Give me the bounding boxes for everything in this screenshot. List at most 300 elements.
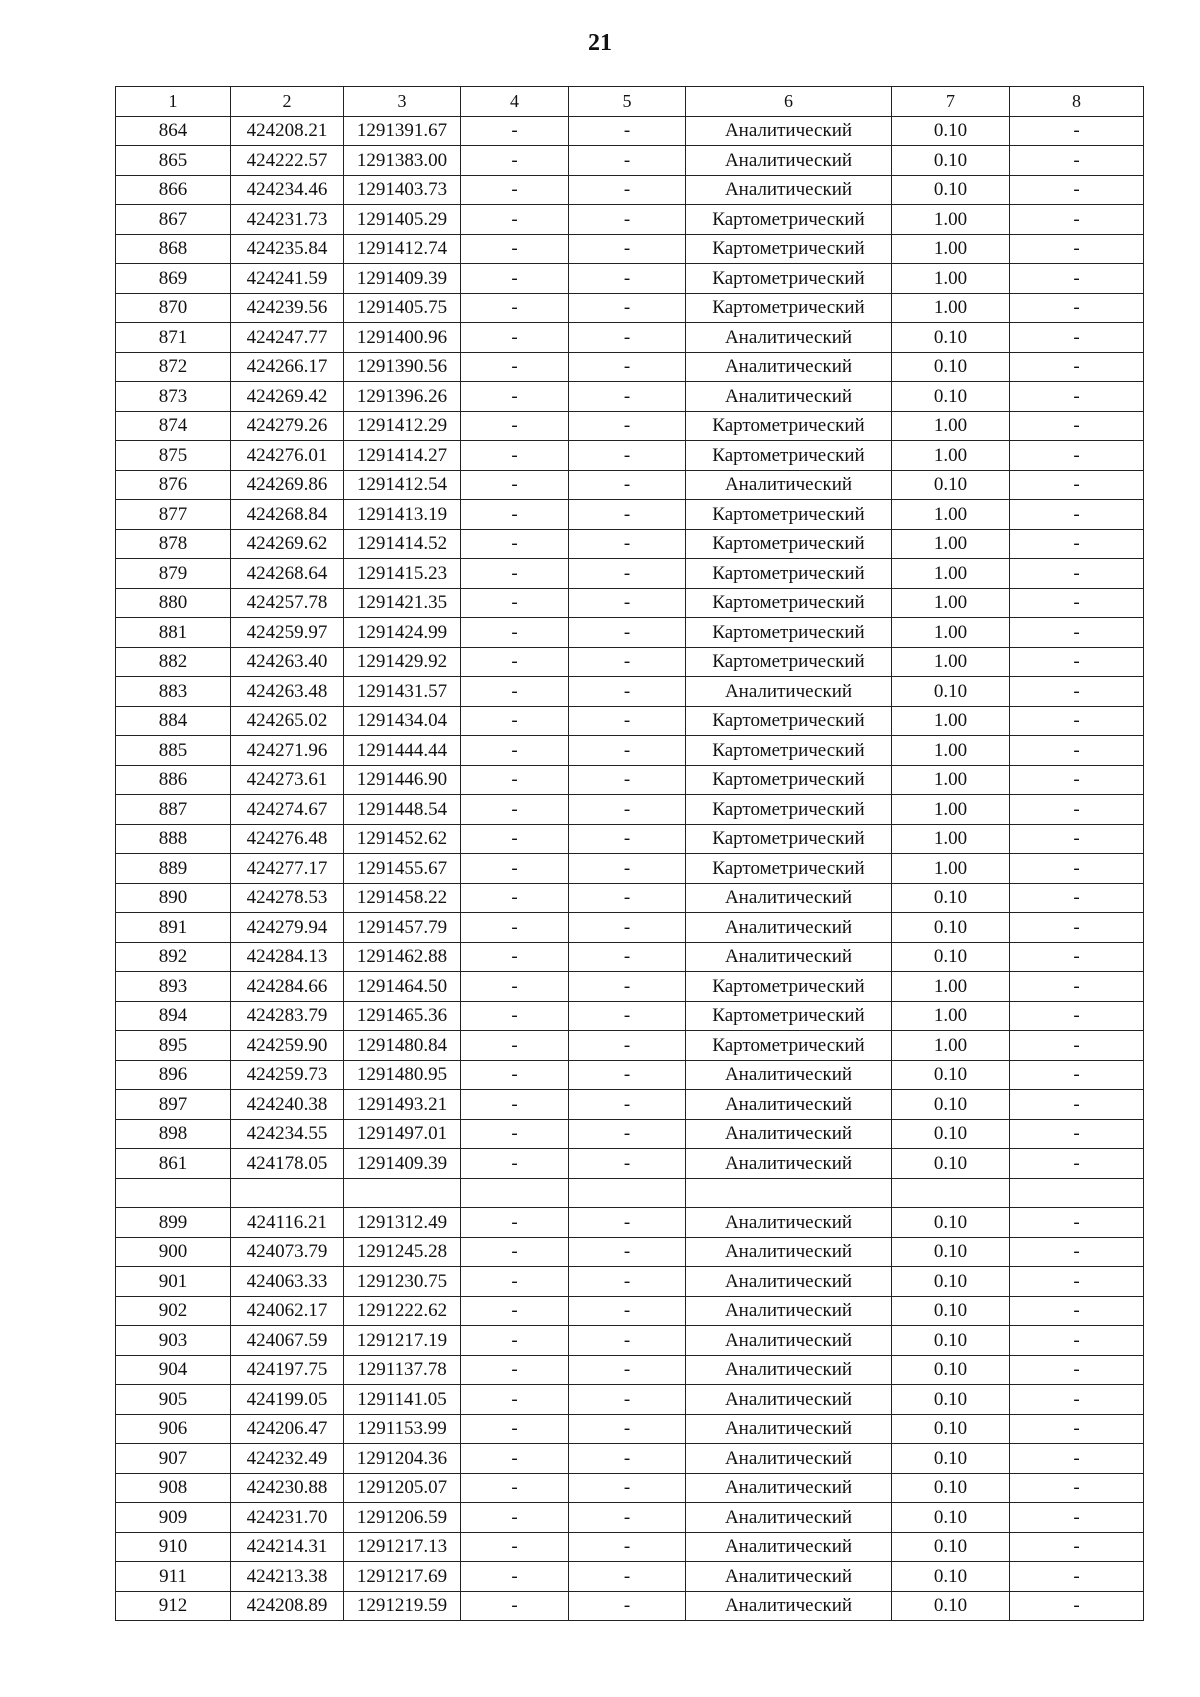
cell-coord-x: 424178.05 (231, 1149, 344, 1179)
cell-col-8: - (1010, 146, 1144, 176)
cell-accuracy: 1.00 (892, 972, 1010, 1002)
cell-col-4: - (461, 352, 569, 382)
cell-accuracy: 1.00 (892, 500, 1010, 530)
column-header: 4 (461, 87, 569, 117)
cell-point-number: 879 (116, 559, 231, 589)
cell-accuracy: 1.00 (892, 795, 1010, 825)
cell-col-8: - (1010, 470, 1144, 500)
cell-point-number: 899 (116, 1208, 231, 1238)
cell-col-8: - (1010, 1237, 1144, 1267)
cell-method: Аналитический (686, 883, 892, 913)
cell-col-8: - (1010, 1591, 1144, 1621)
cell-method: Картометрический (686, 972, 892, 1002)
cell-coord-y: 1291493.21 (344, 1090, 461, 1120)
cell-col-8: - (1010, 647, 1144, 677)
cell-method: Аналитический (686, 1355, 892, 1385)
cell-method: Аналитический (686, 1149, 892, 1179)
cell-coord-x: 424257.78 (231, 588, 344, 618)
cell-col-4: - (461, 765, 569, 795)
cell-col-5: - (569, 175, 686, 205)
cell-coord-x: 424222.57 (231, 146, 344, 176)
cell-point-number: 890 (116, 883, 231, 913)
cell-coord-y: 1291465.36 (344, 1001, 461, 1031)
cell-coord-y: 1291415.23 (344, 559, 461, 589)
cell-col-4: - (461, 500, 569, 530)
cell-col-4: - (461, 913, 569, 943)
cell-point-number: 868 (116, 234, 231, 264)
cell-coord-x: 424214.31 (231, 1532, 344, 1562)
cell-coord-y: 1291480.95 (344, 1060, 461, 1090)
cell-point-number: 876 (116, 470, 231, 500)
cell-accuracy: 0.10 (892, 116, 1010, 146)
cell-col-4: - (461, 1267, 569, 1297)
cell-point-number: 886 (116, 765, 231, 795)
column-header: 8 (1010, 87, 1144, 117)
cell-coord-y: 1291153.99 (344, 1414, 461, 1444)
cell-coord-y: 1291429.92 (344, 647, 461, 677)
cell-coord-x: 424239.56 (231, 293, 344, 323)
cell-col-4: - (461, 883, 569, 913)
cell-coord-y: 1291217.69 (344, 1562, 461, 1592)
cell-method: Аналитический (686, 677, 892, 707)
cell-col-5: - (569, 1237, 686, 1267)
cell-point-number: 908 (116, 1473, 231, 1503)
cell-col-4: - (461, 529, 569, 559)
table-row (116, 1296, 1144, 1326)
cell-col-5: - (569, 765, 686, 795)
cell-method: Картометрический (686, 1031, 892, 1061)
cell-point-number: 887 (116, 795, 231, 825)
cell-col-8 (1010, 1178, 1144, 1208)
table-row (116, 1031, 1144, 1061)
table-row (116, 677, 1144, 707)
cell-coord-x: 424259.73 (231, 1060, 344, 1090)
cell-coord-y: 1291446.90 (344, 765, 461, 795)
cell-method: Аналитический (686, 1237, 892, 1267)
table-row (116, 264, 1144, 294)
cell-col-5: - (569, 588, 686, 618)
cell-point-number: 894 (116, 1001, 231, 1031)
cell-col-5: - (569, 500, 686, 530)
cell-col-5: - (569, 1444, 686, 1474)
cell-coord-y: 1291412.29 (344, 411, 461, 441)
cell-point-number: 891 (116, 913, 231, 943)
cell-col-4: - (461, 647, 569, 677)
cell-col-8: - (1010, 1267, 1144, 1297)
cell-accuracy: 0.10 (892, 146, 1010, 176)
cell-col-8: - (1010, 382, 1144, 412)
cell-col-5 (569, 1178, 686, 1208)
cell-coord-x: 424213.38 (231, 1562, 344, 1592)
cell-accuracy: 0.10 (892, 1208, 1010, 1238)
cell-col-8: - (1010, 824, 1144, 854)
cell-point-number: 892 (116, 942, 231, 972)
table-row (116, 765, 1144, 795)
cell-coord-x: 424276.48 (231, 824, 344, 854)
cell-method: Аналитический (686, 352, 892, 382)
cell-coord-y: 1291383.00 (344, 146, 461, 176)
cell-coord-y: 1291424.99 (344, 618, 461, 648)
cell-col-5: - (569, 1503, 686, 1533)
cell-coord-y: 1291434.04 (344, 706, 461, 736)
table-row (116, 382, 1144, 412)
table-row (116, 441, 1144, 471)
cell-coord-y: 1291452.62 (344, 824, 461, 854)
cell-col-5: - (569, 441, 686, 471)
cell-coord-x: 424067.59 (231, 1326, 344, 1356)
cell-col-4: - (461, 1591, 569, 1621)
cell-col-5: - (569, 1001, 686, 1031)
cell-point-number: 872 (116, 352, 231, 382)
table-row (116, 942, 1144, 972)
cell-coord-x: 424241.59 (231, 264, 344, 294)
cell-point-number: 884 (116, 706, 231, 736)
cell-point-number: 904 (116, 1355, 231, 1385)
cell-col-4: - (461, 824, 569, 854)
cell-coord-y: 1291414.52 (344, 529, 461, 559)
cell-coord-y: 1291390.56 (344, 352, 461, 382)
cell-coord-x: 424208.89 (231, 1591, 344, 1621)
table-row (116, 1355, 1144, 1385)
cell-col-8: - (1010, 942, 1144, 972)
cell-coord-x: 424263.40 (231, 647, 344, 677)
cell-col-4: - (461, 1031, 569, 1061)
cell-coord-x: 424063.33 (231, 1267, 344, 1297)
cell-col-8: - (1010, 529, 1144, 559)
cell-point-number: 867 (116, 205, 231, 235)
cell-method: Картометрический (686, 795, 892, 825)
cell-col-5: - (569, 942, 686, 972)
cell-col-8: - (1010, 1149, 1144, 1179)
table-row (116, 1385, 1144, 1415)
cell-accuracy: 0.10 (892, 1532, 1010, 1562)
cell-col-8: - (1010, 1326, 1144, 1356)
table-header-row (116, 87, 1144, 117)
cell-col-4: - (461, 293, 569, 323)
cell-coord-x: 424284.66 (231, 972, 344, 1002)
table-row (116, 1326, 1144, 1356)
cell-method: Картометрический (686, 293, 892, 323)
cell-col-8: - (1010, 1001, 1144, 1031)
cell-col-4: - (461, 1473, 569, 1503)
cell-method: Аналитический (686, 323, 892, 353)
cell-col-8: - (1010, 234, 1144, 264)
cell-col-4: - (461, 736, 569, 766)
cell-method: Картометрический (686, 588, 892, 618)
cell-col-8: - (1010, 559, 1144, 589)
cell-point-number: 883 (116, 677, 231, 707)
cell-col-4: - (461, 175, 569, 205)
cell-coord-y: 1291141.05 (344, 1385, 461, 1415)
cell-coord-x: 424265.02 (231, 706, 344, 736)
cell-col-4: - (461, 972, 569, 1002)
cell-coord-y: 1291462.88 (344, 942, 461, 972)
cell-method: Картометрический (686, 264, 892, 294)
table-row (116, 706, 1144, 736)
cell-point-number: 861 (116, 1149, 231, 1179)
cell-accuracy: 0.10 (892, 1326, 1010, 1356)
cell-point-number: 911 (116, 1562, 231, 1592)
cell-col-4: - (461, 382, 569, 412)
cell-col-4: - (461, 1562, 569, 1592)
cell-col-4: - (461, 1385, 569, 1415)
cell-col-4: - (461, 234, 569, 264)
column-header: 6 (686, 87, 892, 117)
cell-col-5: - (569, 1031, 686, 1061)
cell-col-8: - (1010, 1119, 1144, 1149)
cell-accuracy: 1.00 (892, 854, 1010, 884)
cell-col-4: - (461, 1503, 569, 1533)
cell-accuracy: 1.00 (892, 559, 1010, 589)
cell-coord-x: 424197.75 (231, 1355, 344, 1385)
cell-col-8: - (1010, 588, 1144, 618)
cell-col-5: - (569, 264, 686, 294)
table-row (116, 854, 1144, 884)
cell-col-5: - (569, 234, 686, 264)
cell-coord-x: 424279.26 (231, 411, 344, 441)
column-header: 7 (892, 87, 1010, 117)
cell-point-number: 895 (116, 1031, 231, 1061)
cell-accuracy: 0.10 (892, 1237, 1010, 1267)
cell-col-8: - (1010, 1532, 1144, 1562)
cell-point-number: 881 (116, 618, 231, 648)
cell-col-4: - (461, 1326, 569, 1356)
cell-coord-y: 1291480.84 (344, 1031, 461, 1061)
cell-coord-x: 424273.61 (231, 765, 344, 795)
cell-col-5: - (569, 1119, 686, 1149)
cell-method: Картометрический (686, 618, 892, 648)
cell-col-5: - (569, 647, 686, 677)
cell-col-5: - (569, 411, 686, 441)
cell-method: Картометрический (686, 1001, 892, 1031)
cell-coord-x: 424259.90 (231, 1031, 344, 1061)
cell-method: Аналитический (686, 1385, 892, 1415)
cell-method: Аналитический (686, 382, 892, 412)
cell-coord-y: 1291413.19 (344, 500, 461, 530)
cell-accuracy: 0.10 (892, 677, 1010, 707)
cell-col-5: - (569, 1355, 686, 1385)
cell-coord-x: 424208.21 (231, 116, 344, 146)
cell-method: Картометрический (686, 559, 892, 589)
cell-coord-y: 1291405.75 (344, 293, 461, 323)
table-row (116, 352, 1144, 382)
cell-point-number: 874 (116, 411, 231, 441)
cell-method: Аналитический (686, 1503, 892, 1533)
cell-col-4: - (461, 1414, 569, 1444)
cell-method: Картометрический (686, 736, 892, 766)
cell-col-8: - (1010, 175, 1144, 205)
table-row (116, 411, 1144, 441)
cell-accuracy: 0.10 (892, 352, 1010, 382)
column-header: 5 (569, 87, 686, 117)
cell-accuracy: 1.00 (892, 205, 1010, 235)
cell-col-8: - (1010, 441, 1144, 471)
cell-col-8: - (1010, 736, 1144, 766)
cell-col-4: - (461, 1060, 569, 1090)
cell-method: Картометрический (686, 824, 892, 854)
cell-accuracy: 1.00 (892, 1031, 1010, 1061)
column-header: 3 (344, 87, 461, 117)
cell-point-number: 870 (116, 293, 231, 323)
cell-point-number: 882 (116, 647, 231, 677)
cell-coord-x: 424268.64 (231, 559, 344, 589)
cell-col-5: - (569, 706, 686, 736)
table-row (116, 1208, 1144, 1238)
cell-col-4: - (461, 1001, 569, 1031)
table-row (116, 175, 1144, 205)
cell-accuracy: 0.10 (892, 1060, 1010, 1090)
cell-col-5: - (569, 559, 686, 589)
cell-method: Аналитический (686, 1060, 892, 1090)
cell-col-4 (461, 1178, 569, 1208)
cell-coord-x: 424278.53 (231, 883, 344, 913)
cell-coord-y: 1291230.75 (344, 1267, 461, 1297)
cell-accuracy: 0.10 (892, 1149, 1010, 1179)
cell-point-number: 866 (116, 175, 231, 205)
cell-coord-y: 1291412.74 (344, 234, 461, 264)
table-row (116, 529, 1144, 559)
cell-col-5: - (569, 293, 686, 323)
cell-method: Картометрический (686, 854, 892, 884)
cell-point-number: 875 (116, 441, 231, 471)
table-row (116, 883, 1144, 913)
cell-coord-y (344, 1178, 461, 1208)
cell-point-number: 893 (116, 972, 231, 1002)
cell-col-5: - (569, 1090, 686, 1120)
cell-col-4: - (461, 323, 569, 353)
cell-coord-y: 1291409.39 (344, 264, 461, 294)
cell-col-5: - (569, 1267, 686, 1297)
cell-accuracy: 0.10 (892, 1296, 1010, 1326)
cell-method: Аналитический (686, 1208, 892, 1238)
cell-point-number: 878 (116, 529, 231, 559)
cell-coord-x: 424269.62 (231, 529, 344, 559)
cell-accuracy: 1.00 (892, 824, 1010, 854)
cell-col-8: - (1010, 1355, 1144, 1385)
table-body (116, 116, 1144, 1621)
cell-method: Картометрический (686, 234, 892, 264)
cell-coord-x: 424235.84 (231, 234, 344, 264)
cell-col-4: - (461, 1119, 569, 1149)
cell-method: Аналитический (686, 1119, 892, 1149)
cell-coord-x: 424231.70 (231, 1503, 344, 1533)
page-number: 21 (588, 30, 612, 56)
table-row (116, 116, 1144, 146)
cell-col-5: - (569, 382, 686, 412)
cell-col-8: - (1010, 1031, 1144, 1061)
cell-col-4: - (461, 264, 569, 294)
cell-col-4: - (461, 1296, 569, 1326)
cell-coord-y: 1291219.59 (344, 1591, 461, 1621)
table-row (116, 913, 1144, 943)
cell-method: Аналитический (686, 913, 892, 943)
table-row (116, 146, 1144, 176)
cell-accuracy (892, 1178, 1010, 1208)
cell-coord-x: 424231.73 (231, 205, 344, 235)
cell-point-number: 869 (116, 264, 231, 294)
cell-point-number: 865 (116, 146, 231, 176)
cell-point-number: 896 (116, 1060, 231, 1090)
cell-coord-y: 1291458.22 (344, 883, 461, 913)
cell-col-5: - (569, 1385, 686, 1415)
cell-method (686, 1178, 892, 1208)
cell-coord-y: 1291396.26 (344, 382, 461, 412)
cell-coord-x: 424284.13 (231, 942, 344, 972)
cell-col-8: - (1010, 1473, 1144, 1503)
cell-col-4: - (461, 706, 569, 736)
cell-method: Картометрический (686, 765, 892, 795)
cell-coord-y: 1291412.54 (344, 470, 461, 500)
cell-coord-y: 1291137.78 (344, 1355, 461, 1385)
cell-coord-y: 1291312.49 (344, 1208, 461, 1238)
cell-coord-x: 424240.38 (231, 1090, 344, 1120)
cell-accuracy: 1.00 (892, 765, 1010, 795)
cell-method: Аналитический (686, 942, 892, 972)
cell-col-8: - (1010, 1562, 1144, 1592)
cell-coord-x: 424234.55 (231, 1119, 344, 1149)
cell-point-number (116, 1178, 231, 1208)
cell-accuracy: 0.10 (892, 1562, 1010, 1592)
cell-accuracy: 0.10 (892, 175, 1010, 205)
cell-accuracy: 1.00 (892, 293, 1010, 323)
table-row (116, 1473, 1144, 1503)
table-row (116, 1237, 1144, 1267)
cell-coord-y: 1291414.27 (344, 441, 461, 471)
cell-col-4: - (461, 1355, 569, 1385)
cell-col-5: - (569, 1591, 686, 1621)
cell-col-5: - (569, 205, 686, 235)
cell-accuracy: 0.10 (892, 1503, 1010, 1533)
cell-coord-x: 424199.05 (231, 1385, 344, 1415)
cell-method: Аналитический (686, 1532, 892, 1562)
cell-accuracy: 0.10 (892, 1414, 1010, 1444)
cell-coord-x: 424274.67 (231, 795, 344, 825)
cell-col-8: - (1010, 1503, 1144, 1533)
cell-col-8: - (1010, 1385, 1144, 1415)
cell-col-5: - (569, 1562, 686, 1592)
cell-coord-y: 1291409.39 (344, 1149, 461, 1179)
cell-coord-x: 424073.79 (231, 1237, 344, 1267)
cell-col-8: - (1010, 411, 1144, 441)
cell-coord-x: 424259.97 (231, 618, 344, 648)
cell-col-5: - (569, 323, 686, 353)
cell-col-5: - (569, 883, 686, 913)
table-row (116, 1444, 1144, 1474)
table-row (116, 293, 1144, 323)
cell-accuracy: 1.00 (892, 411, 1010, 441)
cell-point-number: 888 (116, 824, 231, 854)
table-row (116, 500, 1144, 530)
cell-accuracy: 0.10 (892, 913, 1010, 943)
table-row (116, 1267, 1144, 1297)
cell-col-5: - (569, 116, 686, 146)
cell-accuracy: 0.10 (892, 883, 1010, 913)
cell-coord-y: 1291497.01 (344, 1119, 461, 1149)
cell-method: Аналитический (686, 116, 892, 146)
cell-coord-x: 424271.96 (231, 736, 344, 766)
cell-coord-x: 424062.17 (231, 1296, 344, 1326)
cell-coord-x: 424266.17 (231, 352, 344, 382)
cell-col-5: - (569, 795, 686, 825)
cell-coord-y: 1291403.73 (344, 175, 461, 205)
cell-coord-y: 1291457.79 (344, 913, 461, 943)
column-header: 2 (231, 87, 344, 117)
cell-col-5: - (569, 1473, 686, 1503)
cell-point-number: 873 (116, 382, 231, 412)
cell-col-8: - (1010, 913, 1144, 943)
cell-col-8: - (1010, 795, 1144, 825)
cell-col-4: - (461, 942, 569, 972)
